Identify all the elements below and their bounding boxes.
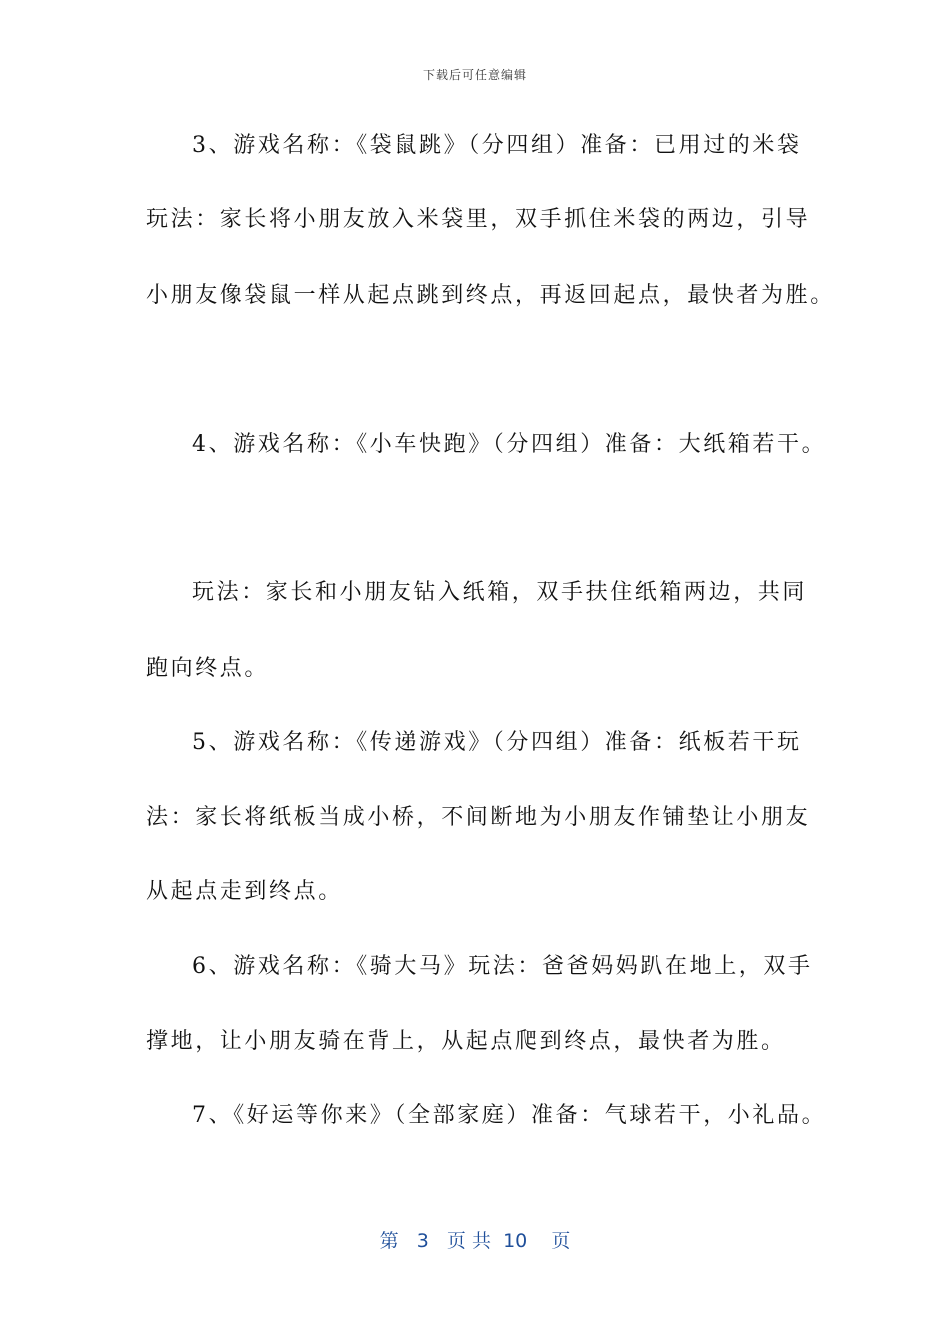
- paragraph-line: 3、游戏名称：《袋鼠跳》（分四组）准备：已用过的米袋: [192, 133, 802, 158]
- paragraph-line: 小朋友像袋鼠一样从起点跳到终点，再返回起点，最快者为胜。: [146, 283, 835, 308]
- paragraph-line: 法：家长将纸板当成小桥，不间断地为小朋友作铺垫让小朋友: [146, 805, 811, 830]
- footer-suffix: 页: [551, 1230, 571, 1252]
- page-footer: [0, 1226, 950, 1253]
- footer-prefix: 第: [379, 1230, 399, 1252]
- footer-middle: 页 共: [446, 1230, 491, 1252]
- header-note: 下载后可任意编辑: [422, 68, 527, 82]
- paragraph-line: 4、游戏名称：《小车快跑》（分四组）准备：大纸箱若干。: [192, 432, 827, 457]
- current-page-number: 3: [416, 1230, 429, 1252]
- paragraph-line: 跑向终点。: [146, 656, 270, 681]
- paragraph-line: 玩法：家长将小朋友放入米袋里，双手抓住米袋的两边，引导: [146, 207, 811, 232]
- paragraph-line: 撑地，让小朋友骑在背上，从起点爬到终点，最快者为胜。: [146, 1029, 786, 1054]
- paragraph-line: 5、游戏名称：《传递游戏》（分四组）准备：纸板若干玩: [192, 730, 802, 755]
- paragraph-line: 6、游戏名称：《骑大马》玩法：爸爸妈妈趴在地上，双手: [192, 954, 813, 979]
- paragraph-line: 玩法：家长和小朋友钻入纸箱，双手扶住纸箱两边，共同: [192, 580, 808, 605]
- paragraph-line: 从起点走到终点。: [146, 879, 343, 904]
- total-pages-number: 10: [503, 1230, 528, 1252]
- paragraph-line: 7、《好运等你来》（全部家庭）准备：气球若干，小礼品。: [192, 1103, 827, 1128]
